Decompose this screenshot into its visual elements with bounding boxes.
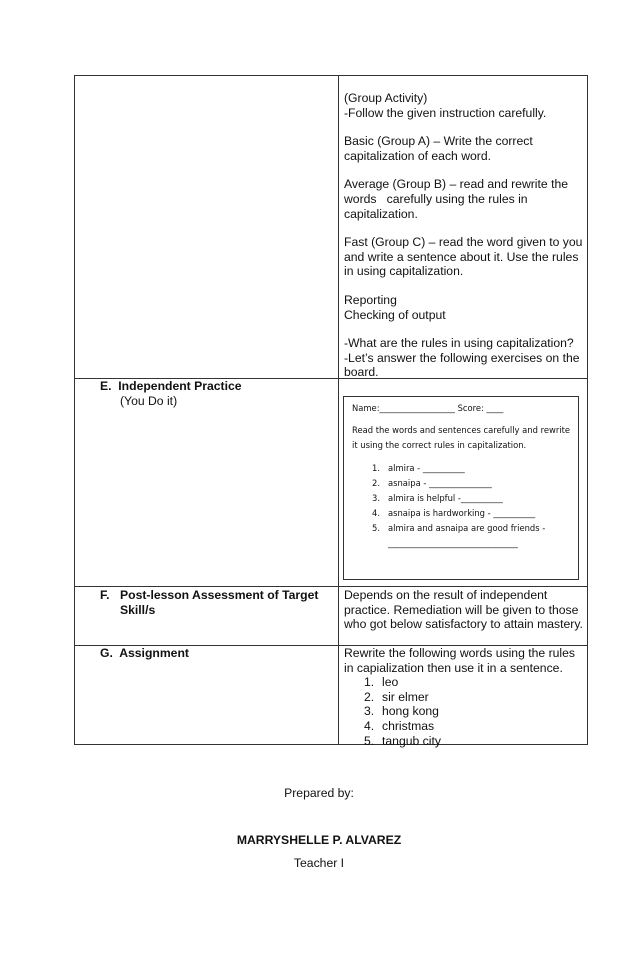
assignment-cell <box>344 646 584 748</box>
group-activity-cell <box>344 91 584 380</box>
assignment-items <box>344 675 584 748</box>
lesson-plan-table <box>74 75 588 748</box>
paragraph: (Group Activity) -Follow the given instruction carefully. <box>344 91 547 120</box>
prepared-by: Prepared by: <box>284 786 354 800</box>
worksheet-instruction: Read the words and sentences carefully and rewrite it using the correct rules in capitalization. <box>352 425 571 450</box>
list-item: 3. hong kong <box>364 704 439 719</box>
row-marker: F. <box>100 588 110 602</box>
row-divider <box>75 586 587 587</box>
list-item: 1. almira - __________ <box>372 463 465 473</box>
list-item: 2. asnaipa - _______________ <box>372 478 492 488</box>
answer-blank: _______________________________ <box>388 538 518 548</box>
independent-practice-label <box>100 379 242 394</box>
list-item: 2. sir elmer <box>364 689 429 704</box>
list-item: 3. almira is helpful -__________ <box>372 493 503 503</box>
list-item: 5. almira and asnaipa are good friends - <box>372 523 546 533</box>
assignment-text: Rewrite the following words using the rules in capialization then use it in a sentence. <box>344 646 575 675</box>
assessment-label <box>100 588 335 617</box>
list-item: 5. tangub city <box>364 733 441 748</box>
row-label: Post-lesson Assessment of Target Skill/s <box>120 588 319 617</box>
preparer-name: MARRYSHELLE P. ALVAREZ <box>236 833 402 847</box>
list-item: 1. leo <box>364 675 399 690</box>
row-marker: G. <box>100 646 113 660</box>
assignment-label <box>100 646 189 661</box>
paragraph: Average (Group B) – read and rewrite the words carefully using the rules in capitalization. <box>344 177 572 221</box>
row-label: Assignment <box>119 646 189 660</box>
column-divider <box>338 76 339 744</box>
row-label: Independent Practice <box>118 379 242 393</box>
list-item: 4. christmas <box>364 718 435 733</box>
paragraph: Basic (Group A) – Write the correct capitalization of each word. <box>344 134 537 163</box>
list-item: 4. asnaipa is hardworking - __________ <box>372 508 536 518</box>
name-score-line: Name:__________________ Score: ____ <box>352 403 504 413</box>
paragraph: -What are the rules in using capitalization? -Let’s answer the following exercises on the board. <box>344 336 580 380</box>
assessment-text: Depends on the result of independent practice. Remediation will be given to those who got below satisfactory to attain mastery. <box>344 588 583 632</box>
preparer-position: Teacher I <box>293 856 345 870</box>
independent-practice-sublabel: (You Do it) <box>120 394 178 408</box>
paragraph: Fast (Group C) – read the word given to you and write a sentence about it. Use the rules in using capitalization. <box>344 235 586 279</box>
worksheet-box <box>343 396 579 580</box>
row-marker: E. <box>100 379 112 393</box>
worksheet-items <box>352 461 576 536</box>
paragraph: Reporting Checking of output <box>344 292 446 322</box>
